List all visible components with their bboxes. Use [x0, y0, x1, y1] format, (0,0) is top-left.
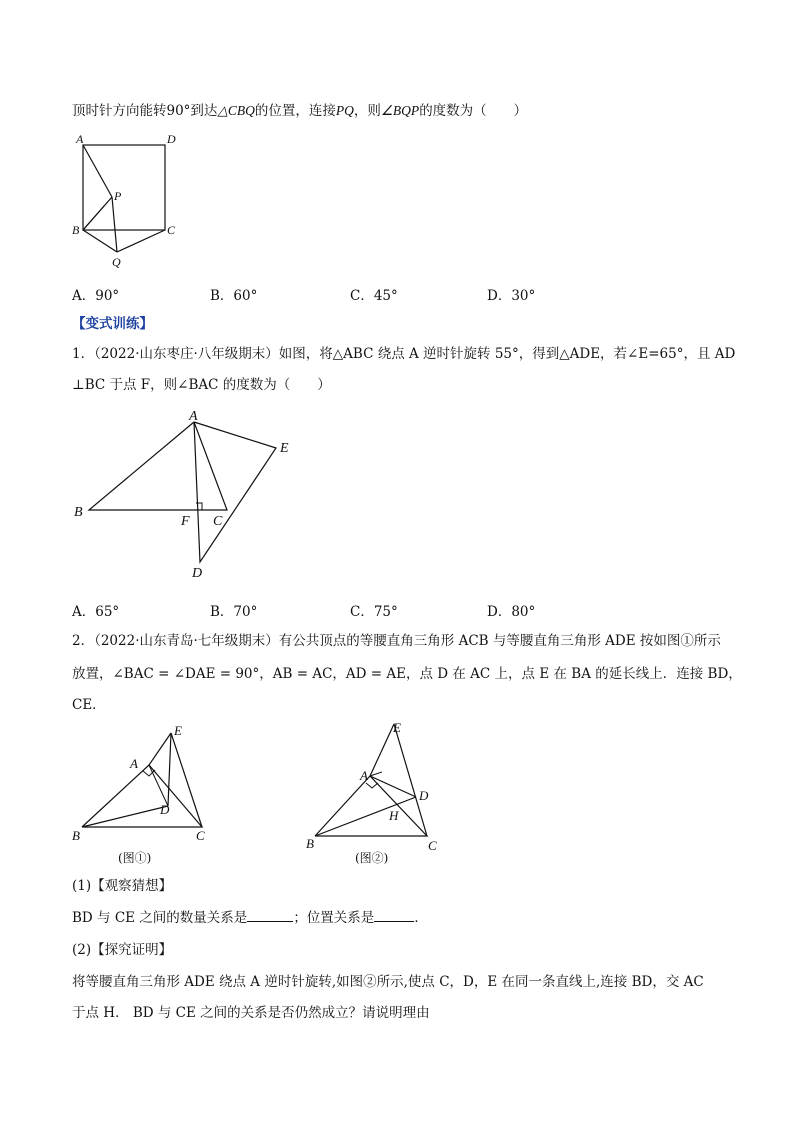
- label-e: E: [174, 723, 182, 738]
- label-p: P: [114, 189, 122, 203]
- section-title: 【变式训练】: [72, 316, 153, 332]
- answer-blank-quantity[interactable]: [247, 909, 293, 922]
- part2-line-2: 于点 H． BD 与 CE 之间的关系是否仍然成立？请说明理由: [72, 1005, 430, 1021]
- part1-title: (1)【观察猜想】: [72, 878, 173, 894]
- q2-line-1: 2．（2022·山东青岛·七年级期末）有公共顶点的等腰直角三角形 ACB 与等腰直角三角形 ADE 按如图①所示: [72, 633, 721, 649]
- q2-line-2: 放置，∠BAC = ∠DAE = 90°，AB = AC，AD = AE，点 D 在 AC 上，点 E 在 BA 的延长线上．连接 BD，: [72, 666, 742, 682]
- label-c: C: [213, 514, 223, 529]
- q1-line-2: ⊥BC 于点 F，则∠BAC 的度数为（ ）: [72, 377, 331, 393]
- label-d: D: [167, 132, 176, 146]
- q1-option-b[interactable]: B．70°: [210, 604, 258, 620]
- label-b: B: [74, 505, 83, 520]
- q1-option-c[interactable]: C．75°: [350, 604, 398, 620]
- figure-1-isosceles: [70, 720, 240, 870]
- label-a: A: [130, 756, 138, 771]
- triangle-cbq: △CBQ: [217, 103, 255, 118]
- label-c: C: [196, 828, 205, 843]
- figure-square-apq: [70, 130, 190, 270]
- figure-rotation-triangle: [70, 410, 310, 590]
- label-a: A: [360, 768, 368, 783]
- label-e: E: [280, 441, 289, 456]
- q0-option-a[interactable]: A．90°: [72, 288, 120, 304]
- q2-line-3: CE．: [72, 697, 106, 713]
- label-c: C: [428, 838, 437, 853]
- label-b: B: [72, 828, 80, 843]
- intro-line: 顶时针方向能转90°到达△CBQ的位置，连接PQ，则∠BQP的度数为（ ）: [72, 103, 528, 119]
- label-a: A: [189, 409, 198, 424]
- label-c: C: [167, 223, 176, 237]
- caption-figure-1: (图①): [118, 851, 152, 865]
- part2-title: (2)【探究证明】: [72, 942, 173, 958]
- q1-option-d[interactable]: D．80°: [487, 604, 536, 620]
- label-b: B: [72, 223, 80, 237]
- label-q: Q: [112, 255, 121, 269]
- part1-question: BD 与 CE 之间的数量关系是 ；位置关系是 ．: [72, 910, 428, 926]
- label-f: F: [181, 514, 190, 529]
- figure-2-rotated: [300, 716, 470, 866]
- label-d: D: [419, 788, 429, 803]
- label-a: A: [76, 132, 84, 146]
- label-e: E: [393, 720, 401, 735]
- q1-line-1: 1．（2022·山东枣庄·八年级期末）如图，将△ABC 绕点 A 逆时针旋转 55°，得到△ADE，若∠E=65°，且 AD: [72, 346, 736, 362]
- part2-line-1: 将等腰直角三角形 ADE 绕点 A 逆时针旋转,如图②所示,使点 C，D，E 在同一条直线上,连接 BD，交 AC: [72, 974, 704, 990]
- q1-option-a[interactable]: A．65°: [72, 604, 120, 620]
- caption-figure-2: (图②): [355, 851, 389, 865]
- label-d: D: [192, 566, 203, 581]
- q0-option-b[interactable]: B．60°: [210, 288, 258, 304]
- label-d: D: [160, 802, 170, 817]
- q0-option-c[interactable]: C．45°: [350, 288, 398, 304]
- angle-bqp: ∠BQP: [380, 103, 420, 118]
- segment-pq: PQ: [335, 103, 354, 118]
- label-b: B: [306, 836, 314, 851]
- answer-blank-position[interactable]: [374, 909, 414, 922]
- q0-option-d[interactable]: D．30°: [487, 288, 536, 304]
- label-h: H: [389, 808, 399, 823]
